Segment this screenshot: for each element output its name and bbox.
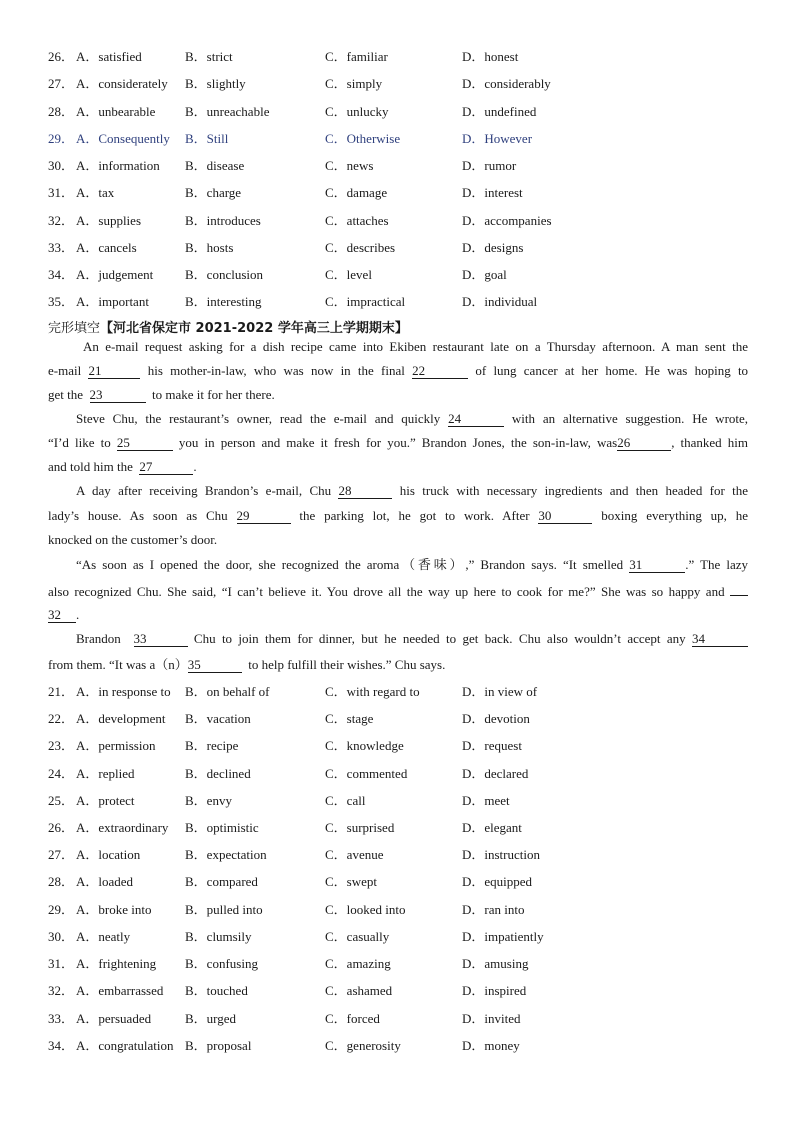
option-a: A．considerately <box>76 76 168 91</box>
option-d: D．money <box>462 1038 520 1053</box>
option-a: A．important <box>76 294 149 309</box>
passage-line: Brandon 33 Chu to join them for dinner, but he needed to get back. Chu also wouldn’t accept any 34 <box>76 629 748 649</box>
option-b: B．envy <box>185 793 232 808</box>
question-number: 26． <box>48 820 75 835</box>
option-a: A．permission <box>76 738 156 753</box>
option-a: A．development <box>76 711 166 726</box>
question-number: 32． <box>48 213 75 228</box>
blank-21[interactable]: 21 <box>88 363 140 379</box>
blank-32-start <box>730 580 748 596</box>
option-d: D．invited <box>462 1011 521 1026</box>
option-a: A．unbearable <box>76 104 156 119</box>
question-number: 30． <box>48 929 75 944</box>
option-c: C．swept <box>325 874 378 889</box>
blank-24[interactable]: 24 <box>448 411 504 427</box>
option-b: B．introduces <box>185 213 261 228</box>
option-d: D．accompanies <box>462 213 552 228</box>
passage-line: “As soon as I opened the door, she recognized the aroma（香味）,” Brandon says. “It smelled 31 .” The lazy <box>76 557 749 572</box>
option-a: A．Consequently <box>76 131 170 146</box>
option-b: B．strict <box>185 49 233 64</box>
question-number: 30． <box>48 158 75 173</box>
question-number: 35． <box>48 294 75 309</box>
option-b: B．clumsily <box>185 929 252 944</box>
option-b: B．slightly <box>185 76 246 91</box>
option-d: D．inspired <box>462 983 527 998</box>
option-d: D．amusing <box>462 956 529 971</box>
option-a: A．extraordinary <box>76 820 169 835</box>
passage-line: get the 23 to make it for her there. <box>48 387 275 402</box>
option-b: B．hosts <box>185 240 234 255</box>
option-d: D．designs <box>462 240 524 255</box>
question-number: 29． <box>48 902 75 917</box>
option-a: A．judgement <box>76 267 154 282</box>
option-a: A．satisfied <box>76 49 142 64</box>
blank-28[interactable]: 28 <box>338 483 392 499</box>
option-d: D．undefined <box>462 104 537 119</box>
option-b: B．expectation <box>185 847 267 862</box>
section-source: 【河北省保定市 2021-2022 学年高三上学期期末】 <box>100 321 408 336</box>
question-number: 24． <box>48 766 75 781</box>
option-b: B．pulled into <box>185 902 263 917</box>
option-c: C．stage <box>325 711 374 726</box>
option-b: B．urged <box>185 1011 237 1026</box>
section-heading <box>48 319 408 339</box>
question-number: 31． <box>48 956 75 971</box>
option-a: A．protect <box>76 793 135 808</box>
option-c: C．damage <box>325 185 388 200</box>
option-c: C．with regard to <box>325 684 420 699</box>
option-c: C．avenue <box>325 847 384 862</box>
option-d: D．declared <box>462 766 529 781</box>
blank-35[interactable]: 35 <box>188 657 242 673</box>
blank-23[interactable]: 23 <box>90 387 146 403</box>
option-b: B．optimistic <box>185 820 259 835</box>
option-b: B．charge <box>185 185 242 200</box>
option-c: C．generosity <box>325 1038 401 1053</box>
option-c: C．knowledge <box>325 738 404 753</box>
option-b: B．conclusion <box>185 267 263 282</box>
option-c: C．looked into <box>325 902 406 917</box>
option-c: C．casually <box>325 929 390 944</box>
option-d: D．request <box>462 738 522 753</box>
option-d: D．ran into <box>462 902 525 917</box>
blank-33[interactable]: 33 <box>134 631 188 647</box>
option-a: A．information <box>76 158 160 173</box>
option-c: C．describes <box>325 240 396 255</box>
question-number: 32． <box>48 983 75 998</box>
option-c: C．Otherwise <box>325 131 401 146</box>
question-number: 33． <box>48 240 75 255</box>
blank-29[interactable]: 29 <box>237 508 291 524</box>
option-b: B．on behalf of <box>185 684 270 699</box>
option-d: D．in view of <box>462 684 538 699</box>
passage-line: e-mail 21 his mother-in-law, who was now in the final 22 of lung cancer at her home. He was hoping to <box>48 363 749 378</box>
option-c: C．ashamed <box>325 983 393 998</box>
passage-line: 32 . <box>48 607 80 622</box>
option-c: C．call <box>325 793 366 808</box>
option-b: B．touched <box>185 983 248 998</box>
blank-25[interactable]: 25 <box>117 435 173 451</box>
option-d: D．rumor <box>462 158 517 173</box>
blank-30[interactable]: 30 <box>538 508 592 524</box>
option-c: C．surprised <box>325 820 395 835</box>
option-a: A．cancels <box>76 240 137 255</box>
option-d: D．equipped <box>462 874 533 889</box>
blank-22[interactable]: 22 <box>412 363 468 379</box>
option-a: A．tax <box>76 185 115 200</box>
option-d: D．impatiently <box>462 929 544 944</box>
question-number: 22． <box>48 711 75 726</box>
option-b: B．declined <box>185 766 251 781</box>
passage-line: and told him the 27 . <box>48 459 197 474</box>
option-a: A．broke into <box>76 902 152 917</box>
option-c: C．attaches <box>325 213 389 228</box>
option-d: D．elegant <box>462 820 522 835</box>
passage-line: from them. “It was a（n）35 to help fulfill their wishes.” Chu says. <box>48 657 446 672</box>
question-number: 33． <box>48 1011 75 1026</box>
passage-line: “I’d like to 25 you in person and make it fresh for you.” Brandon Jones, the son-in-law, was26 , thanked him <box>48 435 748 450</box>
option-a: A．in response to <box>76 684 171 699</box>
option-b: B．vacation <box>185 711 251 726</box>
question-number: 27． <box>48 847 75 862</box>
blank-34[interactable]: 34 <box>692 631 748 647</box>
option-d: D．devotion <box>462 711 530 726</box>
question-number: 25． <box>48 793 75 808</box>
option-a: A．congratulation <box>76 1038 174 1053</box>
option-b: B．compared <box>185 874 258 889</box>
passage-line: knocked on the customer’s door. <box>48 532 218 547</box>
question-number: 34． <box>48 267 75 282</box>
option-a: A．persuaded <box>76 1011 152 1026</box>
option-c: C．familiar <box>325 49 388 64</box>
option-c: C．impractical <box>325 294 406 309</box>
question-number: 29． <box>48 131 75 146</box>
option-d: D．However <box>462 131 533 146</box>
option-c: C．unlucky <box>325 104 389 119</box>
option-c: C．level <box>325 267 372 282</box>
question-number: 21． <box>48 684 75 699</box>
option-d: D．goal <box>462 267 507 282</box>
option-d: D．instruction <box>462 847 540 862</box>
option-b: B．confusing <box>185 956 258 971</box>
blank-31[interactable]: 31 <box>629 557 685 573</box>
option-b: B．recipe <box>185 738 239 753</box>
option-a: A．loaded <box>76 874 134 889</box>
blank-27[interactable]: 27 <box>139 459 193 475</box>
passage-line: also recognized Chu. She said, “I can’t believe it. You drove all the way up here to cook for me?” She was so happy and <box>48 580 748 600</box>
question-number: 31． <box>48 185 75 200</box>
passage-line: Steve Chu, the restaurant’s owner, read the e-mail and quickly 24 with an alternative suggestion. He wrote, <box>76 411 749 426</box>
option-a: A．location <box>76 847 141 862</box>
option-d: D．meet <box>462 793 510 808</box>
option-c: C．commented <box>325 766 408 781</box>
question-number: 26． <box>48 49 75 64</box>
question-number: 28． <box>48 874 75 889</box>
option-c: C．news <box>325 158 374 173</box>
option-d: D．considerably <box>462 76 551 91</box>
question-number: 23． <box>48 738 75 753</box>
option-a: A．supplies <box>76 213 142 228</box>
option-d: D．individual <box>462 294 538 309</box>
passage-line: A day after receiving Brandon’s e-mail, Chu 28 his truck with necessary ingredients and then headed for the <box>76 483 749 498</box>
passage-line: An e-mail request asking for a dish recipe came into Ekiben restaurant late on a Thursday afternoon. A man sent the <box>83 339 748 354</box>
section-label: 完形填空 <box>48 321 101 336</box>
option-b: B．proposal <box>185 1038 252 1053</box>
question-number: 34． <box>48 1038 75 1053</box>
blank-26[interactable]: 26 <box>617 435 671 451</box>
option-a: A．frightening <box>76 956 157 971</box>
blank-32[interactable]: 32 <box>48 607 76 623</box>
option-b: B．unreachable <box>185 104 270 119</box>
option-c: C．simply <box>325 76 383 91</box>
option-c: C．amazing <box>325 956 391 971</box>
option-c: C．forced <box>325 1011 380 1026</box>
option-a: A．replied <box>76 766 135 781</box>
option-a: A．neatly <box>76 929 131 944</box>
passage-line: lady’s house. As soon as Chu 29 the parking lot, he got to work. After 30 boxing everything up, he <box>48 508 749 523</box>
option-b: B．interesting <box>185 294 262 309</box>
option-d: D．honest <box>462 49 519 64</box>
question-number: 28． <box>48 104 75 119</box>
option-d: D．interest <box>462 185 523 200</box>
question-number: 27． <box>48 76 75 91</box>
option-b: B．Still <box>185 131 229 146</box>
option-a: A．embarrassed <box>76 983 164 998</box>
option-b: B．disease <box>185 158 245 173</box>
